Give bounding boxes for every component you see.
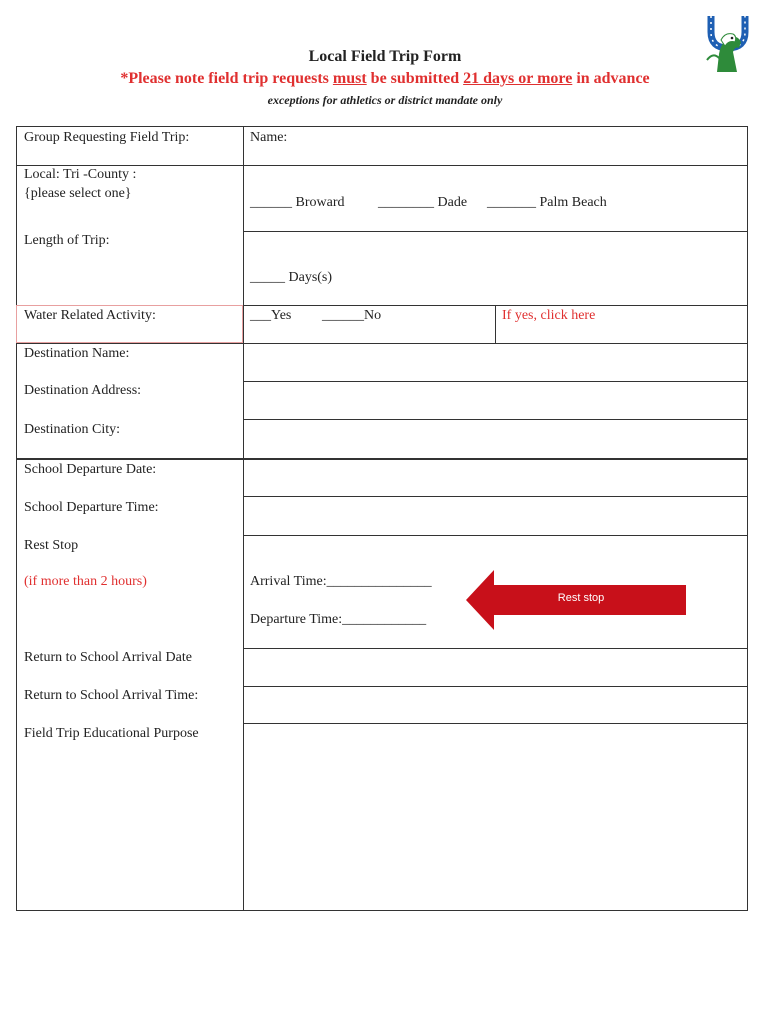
horseshoe-horse-logo-icon [703,12,753,74]
dade-blank[interactable]: ________ [378,195,434,210]
notice-text: *Please note field trip requests [120,70,333,87]
local-sublabel: {please select one} [24,186,132,201]
dade-label: Dade [437,195,468,210]
submission-notice [0,70,770,88]
departure-date-field[interactable] [244,461,747,496]
palm-beach-blank[interactable]: _______ [487,195,536,210]
palm-beach-label: Palm Beach [539,195,607,210]
departure-time-label: School Departure Time: [24,500,159,515]
group-label: Group Requesting Field Trip: [24,130,190,145]
county-option-palm-beach[interactable] [487,195,607,211]
destination-address-field[interactable] [244,382,747,419]
return-time-field[interactable] [244,687,747,723]
if-yes-link[interactable]: If yes, click here [502,308,596,323]
days-blank[interactable]: _____ [250,270,285,285]
water-no-option[interactable]: ______No [322,308,382,323]
local-label: Local: Tri -County : [24,167,137,182]
departure-date-label: School Departure Date: [24,462,157,477]
days-field[interactable] [250,270,332,286]
county-option-broward[interactable] [250,195,345,211]
rest-stop-note: (if more than 2 hours) [24,574,147,589]
destination-city-label: Destination City: [24,422,121,437]
length-label: Length of Trip: [24,233,110,248]
return-time-label: Return to School Arrival Time: [24,688,199,703]
purpose-label: Field Trip Educational Purpose [24,726,199,741]
county-option-dade[interactable] [378,195,467,211]
notice-text: be submitted [366,70,464,87]
notice-days: 21 days or more [463,70,573,87]
notice-must: must [332,70,367,87]
rest-stop-label: Rest Stop [24,538,79,553]
broward-blank[interactable]: ______ [250,195,292,210]
name-label: Name: [250,130,288,145]
days-label: Days(s) [288,270,333,285]
destination-name-field[interactable] [244,344,747,381]
broward-label: Broward [295,195,345,210]
rest-arrival-time-field[interactable]: Arrival Time:_______________ [250,574,432,589]
name-field[interactable] [300,128,740,162]
return-date-label: Return to School Arrival Date [24,650,192,665]
notice-text: in advance [572,70,650,87]
departure-time-field[interactable] [244,497,747,535]
rest-stop-arrow [466,570,688,630]
destination-name-label: Destination Name: [24,346,130,361]
exceptions-note: exceptions for athletics or district mandate only [267,93,503,107]
arrow-label: Rest stop [557,592,605,604]
destination-city-field[interactable] [244,420,747,457]
return-date-field[interactable] [244,649,747,686]
rest-departure-time-field[interactable]: Departure Time:____________ [250,612,427,627]
water-yes-option[interactable]: ___Yes [250,308,292,323]
destination-address-label: Destination Address: [24,383,142,398]
water-label: Water Related Activity: [24,308,156,323]
purpose-field[interactable] [244,724,747,910]
form-title: Local Field Trip Form [308,48,462,65]
